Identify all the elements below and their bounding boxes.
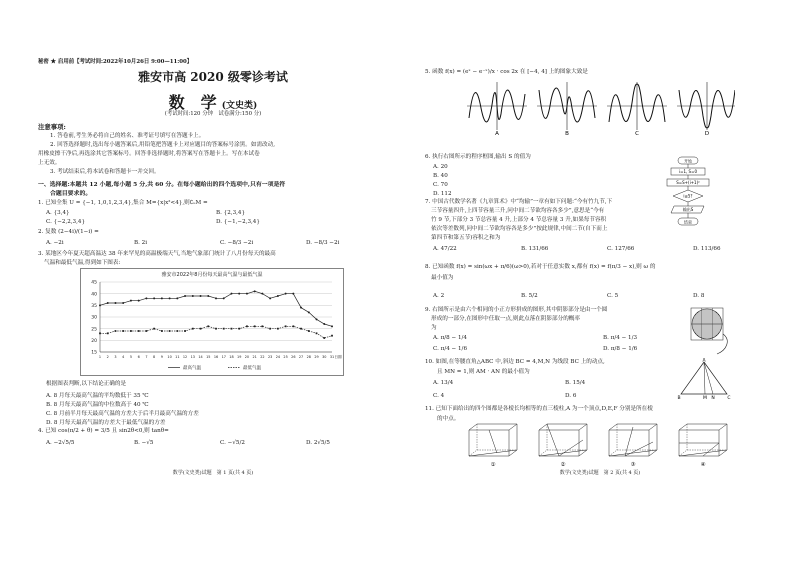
- chart-point: [207, 295, 209, 297]
- chart-x-label: 日期: [334, 355, 342, 359]
- q5-graph-d: [677, 82, 735, 136]
- chart-xtick-label: 22: [260, 355, 265, 359]
- q10-option-a: A. 13/4: [433, 380, 454, 386]
- subject-heading: [38, 90, 388, 113]
- chart-point: [316, 332, 318, 334]
- q9-option-b: B. π/4 − 1/3: [603, 335, 638, 341]
- chart-point: [161, 330, 163, 332]
- chart-point: [230, 293, 232, 295]
- flow-start: 开始: [684, 158, 692, 164]
- q8-option-c: C. 5: [607, 293, 619, 299]
- chart-xtick-label: 9: [160, 355, 163, 359]
- q6-option-b: B. 40: [433, 173, 448, 179]
- chart-point: [107, 302, 109, 304]
- q8-option-d: D. 8: [693, 293, 705, 299]
- q1-option-b: B. {2,3,4}: [216, 210, 246, 216]
- chart-point: [122, 302, 124, 304]
- q5-label-b: B: [565, 131, 569, 136]
- chart-legend-label: 最低气温: [243, 366, 261, 371]
- chart-xtick-label: 8: [153, 355, 156, 359]
- chart-ytick-label: 30: [91, 315, 97, 321]
- chart-point: [223, 297, 225, 299]
- chart-xtick-label: 31: [329, 355, 335, 359]
- chart-xtick-label: 3: [114, 355, 117, 359]
- chart-point: [184, 330, 186, 332]
- chart-point: [107, 332, 109, 334]
- q2-option-b: B. 2i: [134, 240, 148, 246]
- q11-num-2: ②: [560, 462, 566, 468]
- chart-point: [308, 330, 310, 332]
- q11-prism-3: [609, 424, 657, 468]
- q11-num-1: ①: [490, 462, 496, 468]
- question-7a: 7. 中国古代数学名著《九章算术》中“均输”一章有如下问题:“今有竹九节,下: [425, 199, 613, 205]
- chart-point: [316, 318, 318, 320]
- chart-point: [246, 293, 248, 295]
- q10-option-b: B. 15/4: [565, 380, 586, 386]
- q8-option-a: A. 2: [433, 293, 445, 299]
- q2-option-d: D. −8/3 −2i: [306, 240, 340, 246]
- chart-xtick-label: 12: [182, 355, 188, 359]
- q9-option-d: D. π/8 − 1/6: [603, 346, 638, 352]
- section-1-heading: 一、选择题:本题共 12 小题,每小题 5 分,共 60 分。在每小题给出的四个选项中,只有一项是符: [38, 181, 286, 188]
- flow-cond: i≤5?: [683, 193, 693, 199]
- question-7e: 第四节和第五节)容积之和为: [431, 235, 501, 241]
- chart-point: [262, 325, 264, 327]
- chart-point: [300, 307, 302, 309]
- chart-point: [331, 335, 333, 337]
- chart-point: [192, 328, 194, 330]
- chart-point: [200, 328, 202, 330]
- chart-xtick-label: 7: [145, 355, 148, 359]
- chart-xtick-label: 16: [213, 355, 219, 359]
- chart-point: [169, 297, 171, 299]
- chart-point: [223, 328, 225, 330]
- chart-point: [161, 297, 163, 299]
- notice-item-2b: 用橡皮擦干净后,再选涂其它答案标号。回答非选择题时,将答案写在答题卡上。写在本试卷: [38, 151, 260, 157]
- q2-option-c: C. −8/3 −2i: [220, 240, 254, 246]
- chart-ytick-label: 40: [91, 292, 97, 298]
- chart-point: [115, 330, 117, 332]
- chart-point: [215, 328, 217, 330]
- chart-xtick-label: 6: [137, 355, 140, 359]
- chart-point: [200, 295, 202, 297]
- chart-point: [146, 330, 148, 332]
- chart-point: [269, 328, 271, 330]
- q7-option-c: C. 127/66: [607, 246, 635, 252]
- chart-point: [323, 337, 325, 339]
- chart-xtick-label: 29: [314, 355, 319, 359]
- q10-option-d: D. 6: [565, 393, 577, 399]
- notice-item-3: 3. 考试结束后,将本试卷和答题卡一并交回。: [50, 169, 160, 175]
- q5-label-a: A: [495, 131, 499, 136]
- chart-ytick-label: 35: [91, 303, 97, 309]
- q10-point-b: B: [677, 396, 681, 401]
- q7-option-a: A. 47/22: [433, 246, 457, 252]
- chart-point: [153, 328, 155, 330]
- chart-point: [130, 330, 132, 332]
- q11-prisms: [465, 420, 745, 468]
- q5-graph-b: [537, 82, 597, 136]
- question-3-statement: 根据图表判断,以下结论正确的是: [46, 381, 127, 387]
- question-11b: 的中点。: [437, 416, 460, 422]
- chart-xtick-label: 28: [306, 355, 311, 359]
- notice-title: 注意事项:: [38, 123, 66, 131]
- chart-point: [153, 297, 155, 299]
- question-10b: 且 MN = 1,则 AM · AN 的最小值为: [437, 369, 530, 375]
- chart-point: [292, 325, 294, 327]
- subject-sub: (文史类): [221, 101, 258, 111]
- chart-xtick-label: 14: [198, 355, 203, 359]
- chart-legend-label: 最高气温: [183, 366, 201, 371]
- question-3a: 3. 某地区今年夏天超高温达 38 年来罕见的高温极端天气,当地气象部门统计了八月份每天的最高: [38, 251, 276, 257]
- chart-xtick-label: 5: [129, 355, 133, 359]
- chart-point: [323, 323, 325, 325]
- chart-xtick-label: 24: [275, 355, 281, 359]
- chart-xtick-label: 20: [244, 355, 250, 359]
- q6-option-d: D. 112: [433, 191, 452, 197]
- chart-xtick-label: 15: [206, 355, 211, 359]
- question-10a: 10. 如图,在等腰直角△ABC 中,斜边 BC = 4,M,N 为线段 BC 上的动点,: [425, 359, 605, 365]
- notice-item-1: 1. 答卷前,考生务必将自己的姓名、准考证号填写在答题卡上。: [50, 133, 205, 139]
- q5-graph-a: [467, 82, 527, 136]
- chart-point: [184, 295, 186, 297]
- chart-xtick-label: 19: [237, 355, 242, 359]
- question-3b: 气温和最低气温,得到如下图表:: [44, 260, 121, 266]
- exam-title: 雅安市高 2020 级零诊考试: [138, 70, 288, 84]
- chart-point: [207, 325, 209, 327]
- q10-point-n: N: [711, 396, 715, 401]
- page-footer-right: 数学(文史类)试题 第 2 页(共 4 页): [559, 470, 641, 476]
- q11-prism-1: [469, 424, 517, 468]
- question-4: 4. 已知 cos(π/2 + θ) = 3/5 且 sin2θ<0,则 tanθ=: [38, 428, 169, 434]
- chart-xtick-label: 17: [221, 355, 226, 359]
- chart-xtick-label: 30: [322, 355, 327, 359]
- q10-option-c: C. 4: [433, 393, 445, 399]
- chart-point: [277, 328, 279, 330]
- chart-xtick-label: 13: [190, 355, 195, 359]
- chart-point: [308, 311, 310, 313]
- page-right: [425, 60, 775, 480]
- question-6: 6. 执行右图所示的程序框图,输出 S 的值为: [425, 154, 531, 160]
- chart-point: [300, 328, 302, 330]
- temperature-chart: [80, 268, 344, 376]
- q3-option-b: B. 8 月每天最高气温的中位数高于 40 ℃: [46, 402, 149, 408]
- q4-option-c: C. −√5/2: [220, 440, 245, 446]
- q5-label-d: D: [704, 131, 710, 136]
- chart-point: [285, 293, 287, 295]
- q11-num-4: ④: [700, 462, 706, 468]
- q4-option-a: A. −2√5/5: [46, 440, 75, 446]
- chart-point: [138, 330, 140, 332]
- chart-point: [145, 297, 147, 299]
- q3-option-c: C. 8 月前半月每天最高气温的方差大于后半月最高气温的方差: [46, 411, 199, 417]
- chart-point: [99, 304, 101, 306]
- chart-xtick-label: 26: [291, 355, 296, 359]
- page-left: [38, 60, 388, 480]
- chart-frame: [81, 269, 344, 376]
- chart-point: [261, 293, 263, 295]
- q10-point-c: C: [727, 396, 731, 401]
- q8-option-b: B. 5/2: [521, 293, 538, 299]
- chart-title: 雅安市2022年8月份每天最高气温与最低气温: [161, 272, 263, 278]
- chart-ytick-label: 20: [91, 338, 97, 344]
- chart-point: [176, 297, 178, 299]
- q10-point-a: A: [702, 358, 706, 364]
- q6-option-c: C. 70: [433, 182, 448, 188]
- question-7c: 竹 9 节,下部分 3 节总容量 4 升,上部分 4 节总容量 3 升,如果每节容积: [431, 217, 607, 223]
- q4-option-d: D. 2√5/5: [306, 440, 330, 446]
- chart-xtick-label: 1: [98, 355, 102, 359]
- chart-point: [238, 293, 240, 295]
- q6-option-a: A. 20: [433, 164, 448, 170]
- q9-option-c: C. π/4 − 1/6: [433, 346, 468, 352]
- chart-xtick-label: 4: [122, 355, 125, 359]
- q1-option-c: C. {−2,2,3,4}: [46, 219, 86, 225]
- chart-point: [254, 290, 256, 292]
- chart-xtick-label: 18: [229, 355, 234, 359]
- q3-option-a: A. 8 月每天最高气温的平均数低于 35 ℃: [46, 393, 149, 399]
- flow-step: S=S+(i+1)²: [676, 180, 700, 186]
- chart-xtick-label: 11: [175, 355, 180, 359]
- chart-point: [138, 300, 140, 302]
- chart-point: [231, 328, 233, 330]
- chart-point: [285, 325, 287, 327]
- chart-point: [331, 325, 333, 327]
- chart-ytick-label: 45: [91, 280, 97, 286]
- question-9a: 9. 右图所示是由六个相同的小正方形拼成的图形,其中阴影部分是由一个圆: [425, 307, 608, 313]
- chart-point: [238, 328, 240, 330]
- q9-option-a: A. π/8 − 1/4: [433, 335, 467, 341]
- q7-option-b: B. 131/66: [521, 246, 549, 252]
- q7-option-d: D. 113/66: [693, 246, 721, 252]
- q1-option-a: A. {3,4}: [46, 210, 70, 216]
- question-9c: 为: [431, 325, 437, 331]
- notice-item-2a: 2. 回答选择题时,选出每小题答案后,用铅笔把答题卡上对应题目的答案标号涂黑。如需改动,: [50, 142, 276, 148]
- flow-init: i=1, S=0: [679, 169, 697, 175]
- q10-figure: [675, 358, 733, 402]
- question-1: 1. 已知全集 U = {−1, 1,0,1,2,3,4},集合 M={x|x²<4},则∁ᵤM =: [38, 200, 208, 206]
- q5-graph-c: [607, 82, 667, 136]
- chart-point: [114, 302, 116, 304]
- q9-figure: [687, 304, 731, 360]
- q5-graphs: [465, 78, 735, 136]
- flow-end: 结束: [684, 219, 692, 225]
- question-8b: 最小值为: [431, 275, 454, 281]
- chart-ytick-label: 25: [91, 327, 97, 333]
- chart-point: [292, 293, 294, 295]
- chart-point: [176, 330, 178, 332]
- exam-secret-line: 秘密 ★ 启用前【考试时间:2022年10月26日 9:00—11:00】: [38, 59, 193, 65]
- chart-point: [246, 325, 248, 327]
- flow-output: 输出S: [682, 207, 694, 213]
- chart-xtick-label: 23: [267, 355, 273, 359]
- question-11a: 11. 已知下面给出的四个图都是各棱长均相等的直三棱柱,A 为一个顶点,D,E,F 分别是所在棱: [425, 406, 653, 412]
- q5-label-c: C: [635, 131, 639, 136]
- q2-option-a: A. −2i: [46, 240, 64, 246]
- chart-ytick-label: 15: [91, 350, 97, 356]
- q4-option-b: B. −√5: [134, 440, 154, 446]
- chart-xtick-label: 10: [167, 355, 172, 359]
- subject-name: 数 学: [168, 93, 217, 112]
- question-7b: 三节容量四升,上四节容量三升,问中间二节欲均容各多少”,意思是“今有: [431, 208, 605, 214]
- question-8a: 8. 已知函数 f(x) = sin(ωx + π/6)(ω>0),若对于任意实数 x,都有 f(x) = f(π/3 − x),则 ω 的: [425, 264, 656, 270]
- question-9b: 形成的一部分,在图形中任取一点,则此点落在阴影部分的概率: [431, 316, 580, 322]
- chart-xtick-label: 21: [252, 355, 257, 359]
- q3-option-d: D. 8 月每天最高气温的方差大于最低气温的方差: [46, 420, 166, 426]
- page-footer-left: 数学(文史类)试题 第 1 页(共 4 页): [172, 470, 254, 476]
- q11-prism-4: [679, 424, 727, 468]
- chart-point: [169, 330, 171, 332]
- question-7d: 依次等差数列,问中间二节欲均容各是多少”按此规律,中间二节(自下而上: [431, 226, 608, 232]
- chart-point: [192, 295, 194, 297]
- chart-point: [254, 325, 256, 327]
- notice-item-2c: 上无效。: [38, 160, 61, 166]
- chart-point: [269, 297, 271, 299]
- q1-option-d: D. {−1,−2,3,4}: [216, 219, 260, 225]
- chart-point: [130, 300, 132, 302]
- chart-point: [215, 297, 217, 299]
- question-5: 5. 函数 f(x) = (eˣ − e⁻ˣ)/x · cos 2x 在 [−4, 4] 上的图象大致是: [425, 69, 588, 75]
- q6-flowchart: [665, 156, 715, 234]
- exam-meta: (考试时间:120 分钟 试卷满分:150 分): [164, 111, 262, 117]
- chart-xtick-label: 2: [106, 355, 109, 359]
- chart-point: [277, 295, 279, 297]
- chart-point: [99, 332, 101, 334]
- section-1-heading-cont: 合题目要求的。: [50, 190, 92, 197]
- chart-xtick-label: 27: [298, 355, 304, 359]
- q10-point-m: M: [703, 396, 707, 401]
- q11-num-3: ③: [630, 462, 636, 468]
- question-2: 2. 复数 (2−4i)/(1−i) =: [38, 229, 99, 235]
- q11-prism-2: [539, 424, 587, 468]
- chart-xtick-label: 25: [283, 355, 288, 359]
- chart-point: [122, 330, 124, 332]
